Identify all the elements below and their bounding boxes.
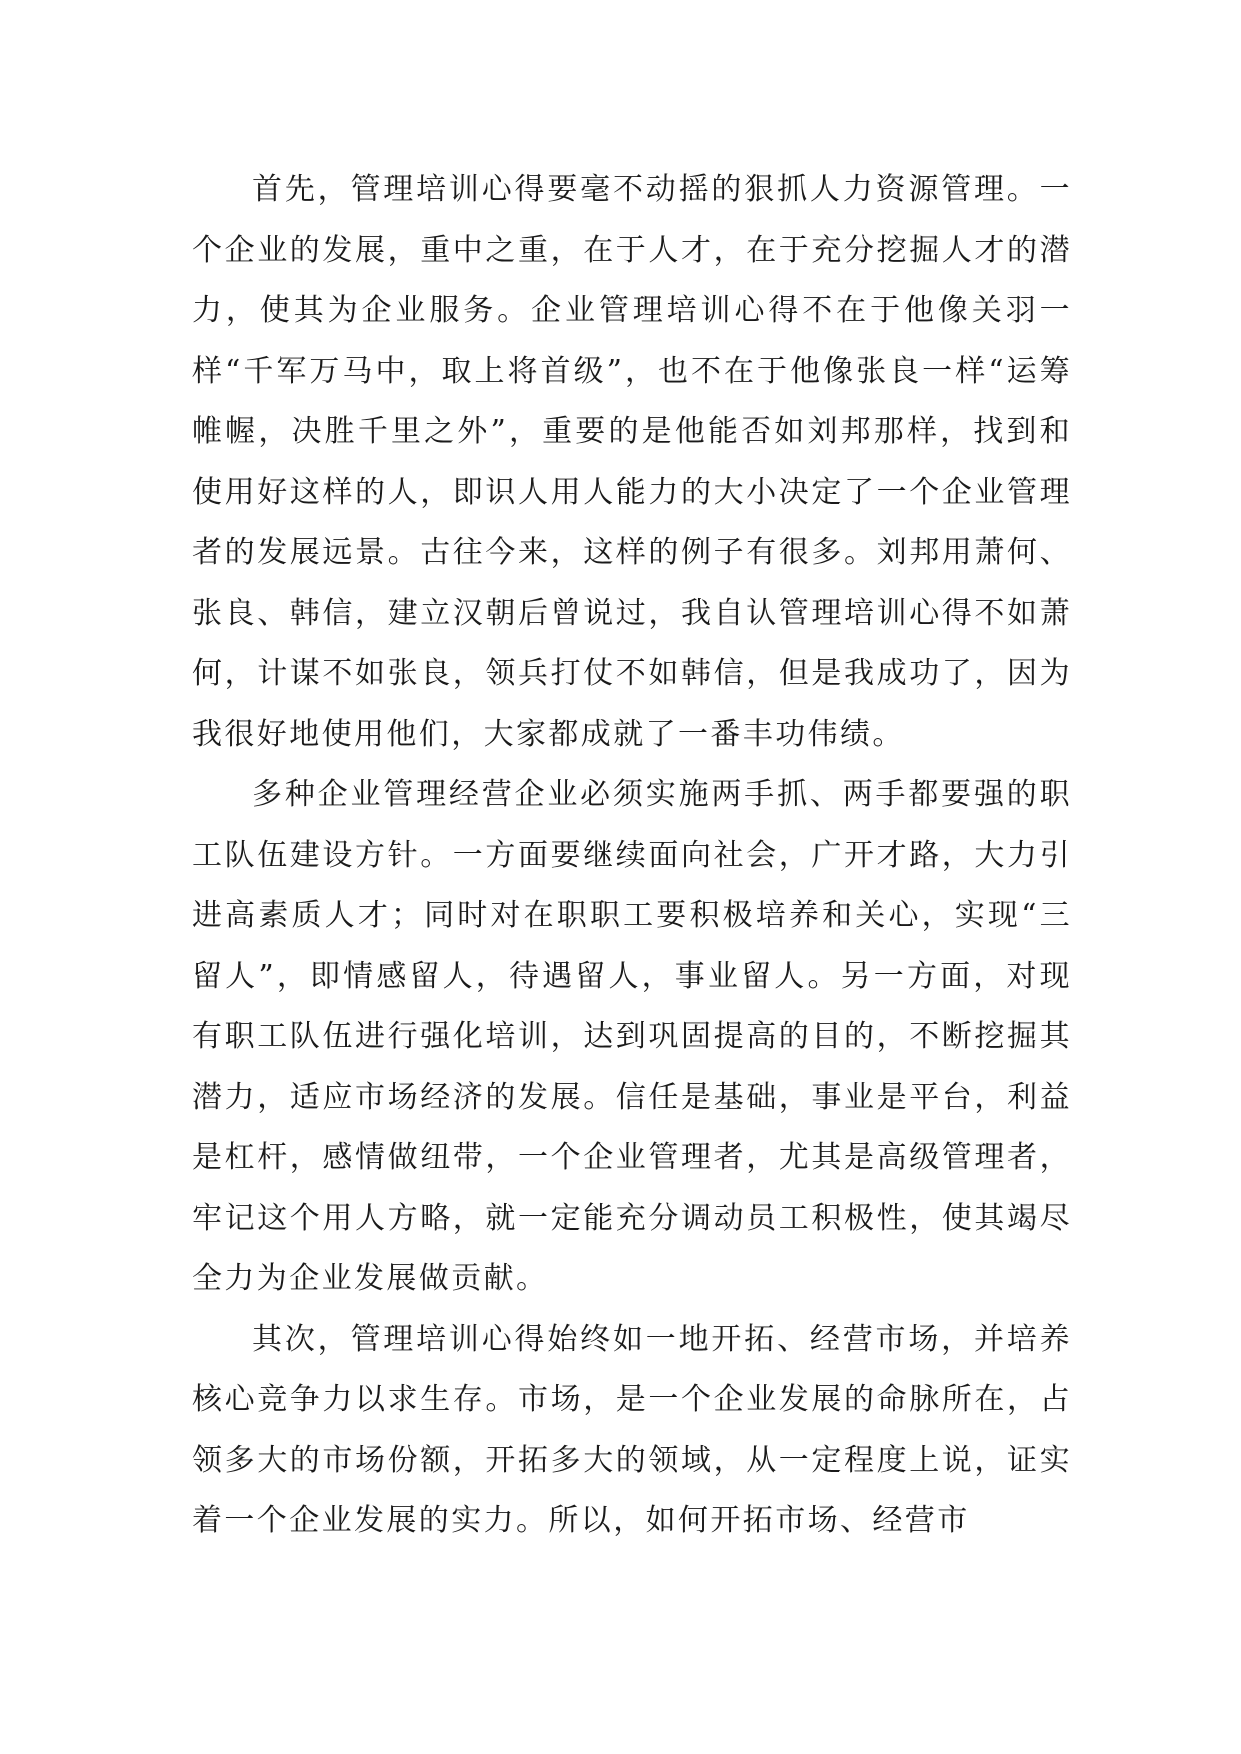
- paragraph-1: 首先，管理培训心得要毫不动摇的狠抓人力资源管理。一个企业的发展，重中之重，在于人才，在于充分挖掘人才的潜力，使其为企业服务。企业管理培训心得不在于他像关羽一样“千军万马中，取上将首级”，也不在于他像张良一样“运筹帷幄，决胜千里之外”，重要的是他能否如刘邦那样，找到和使用好这样的人，即识人用人能力的大小决定了一个企业管理者的发展远景。古往今来，这样的例子有很多。刘邦用萧何、张良、韩信，建立汉朝后曾说过，我自认管理培训心得不如萧何，计谋不如张良，领兵打仗不如韩信，但是我成功了，因为我很好地使用他们，大家都成就了一番丰功伟绩。: [192, 172, 1072, 752]
- paragraph-3: 其次，管理培训心得始终如一地开拓、经营市场，并培养核心竞争力以求生存。市场，是一个企业发展的命脉所在，占领多大的市场份额，开拓多大的领域，从一定程度上说，证实着一个企业发展的实力。所以，如何开拓市场、经营市: [192, 1321, 1072, 1538]
- document-body: [192, 160, 1072, 1552]
- paragraph-2: 多种企业管理经营企业必须实施两手抓、两手都要强的职工队伍建设方针。一方面要继续面向社会，广开才路，大力引进高素质人才；同时对在职职工要积极培养和关心，实现“三留人”，即情感留人，待遇留人，事业留人。另一方面，对现有职工队伍进行强化培训，达到巩固提高的目的，不断挖掘其潜力，适应市场经济的发展。信任是基础，事业是平台，利益是杠杆，感情做纽带，一个企业管理者，尤其是高级管理者，牢记这个用人方略，就一定能充分调动员工积极性，使其竭尽全力为企业发展做贡献。: [192, 777, 1072, 1296]
